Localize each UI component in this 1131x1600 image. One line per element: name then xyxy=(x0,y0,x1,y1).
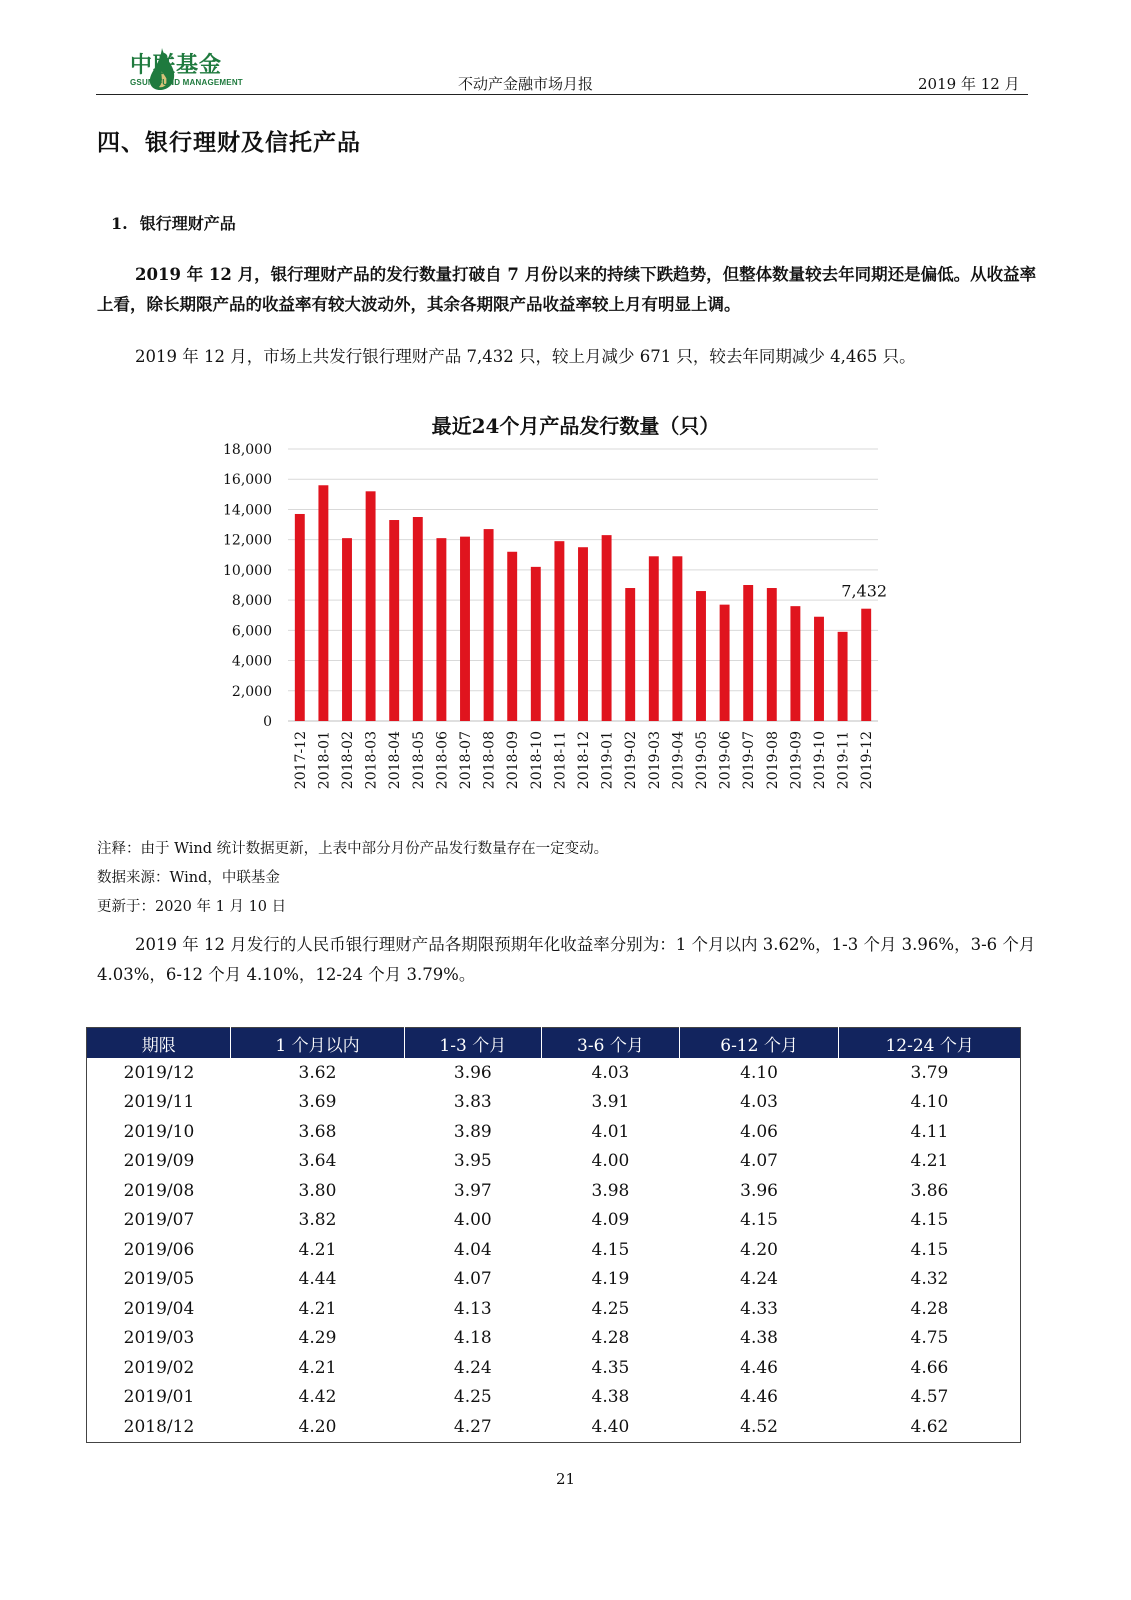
table-cell: 4.19 xyxy=(591,1269,630,1290)
x-tick-label: 2019-07 xyxy=(741,731,758,790)
bar-2018-07 xyxy=(460,537,470,721)
table-header-row xyxy=(87,1028,1021,1059)
table-cell: 4.44 xyxy=(298,1269,337,1290)
subsection-title: 银行理财产品 xyxy=(139,214,236,233)
table-cell: 4.18 xyxy=(453,1328,492,1349)
bar-2018-01 xyxy=(318,485,328,721)
summary-paragraph xyxy=(97,260,1037,320)
y-tick-label: 18,000 xyxy=(223,442,272,458)
table-cell: 3.82 xyxy=(298,1210,337,1231)
table-cell: 4.15 xyxy=(591,1239,630,1260)
table-cell: 4.21 xyxy=(298,1357,337,1378)
bar-2018-02 xyxy=(342,538,352,721)
table-cell: 4.33 xyxy=(740,1298,778,1319)
table-row xyxy=(87,1324,1021,1354)
y-tick-label: 0 xyxy=(263,714,272,730)
bar-2019-07 xyxy=(743,585,753,721)
bar-2018-10 xyxy=(531,567,541,721)
table-row xyxy=(87,1117,1021,1147)
x-tick-label: 2017-12 xyxy=(292,731,309,790)
table-cell: 3.79 xyxy=(910,1062,949,1083)
table-row xyxy=(87,1265,1021,1295)
yield-table-body xyxy=(87,1058,1021,1442)
table-cell: 3.95 xyxy=(453,1151,492,1172)
table-row xyxy=(87,1353,1021,1383)
table-cell: 3.68 xyxy=(298,1121,337,1142)
data-source-note: 数据来源：Wind，中联基金 xyxy=(97,870,280,886)
table-cell: 3.86 xyxy=(910,1180,949,1201)
bar-2018-03 xyxy=(366,491,376,721)
table-cell: 4.09 xyxy=(591,1210,630,1231)
table-cell: 4.46 xyxy=(740,1387,778,1408)
table-column-header: 3-6 个月 xyxy=(542,1028,680,1059)
table-cell: 2019/05 xyxy=(123,1269,195,1290)
table-cell: 4.07 xyxy=(453,1269,492,1290)
table-cell: 3.96 xyxy=(453,1062,492,1083)
bar-2019-11 xyxy=(838,632,848,721)
report-date: 2019 年 12 月 xyxy=(918,75,1020,93)
bar-2019-01 xyxy=(602,535,612,721)
subsection-heading xyxy=(111,211,236,234)
y-tick-label: 4,000 xyxy=(231,653,272,670)
subsection-number: 1. xyxy=(111,214,128,233)
table-cell: 4.29 xyxy=(298,1328,337,1349)
x-tick-label: 2018-12 xyxy=(576,731,592,790)
bar-2019-06 xyxy=(720,605,730,721)
header-divider xyxy=(96,94,1028,95)
table-cell: 4.75 xyxy=(910,1328,949,1349)
table-cell: 4.20 xyxy=(298,1416,337,1437)
chart-title: 最近24个月产品发行数量（只） xyxy=(431,414,720,438)
table-row xyxy=(87,1235,1021,1265)
table-cell: 4.66 xyxy=(910,1357,949,1378)
update-date-note: 更新于：2020 年 1 月 10 日 xyxy=(97,899,287,915)
bar-2018-09 xyxy=(507,552,517,721)
bar-2018-06 xyxy=(436,538,446,721)
table-cell: 4.10 xyxy=(740,1062,778,1083)
table-cell: 3.64 xyxy=(298,1151,337,1172)
table-column-header: 期限 xyxy=(87,1028,231,1059)
table-cell: 4.13 xyxy=(453,1298,492,1319)
table-cell: 3.69 xyxy=(298,1092,337,1113)
x-tick-label: 2018-04 xyxy=(387,731,404,790)
table-cell: 2019/01 xyxy=(123,1387,195,1408)
table-cell: 2019/09 xyxy=(123,1151,195,1172)
table-cell: 4.38 xyxy=(740,1328,778,1349)
bar-2019-03 xyxy=(649,556,659,721)
yield-table xyxy=(86,1027,1021,1443)
y-axis-ticks xyxy=(223,442,272,730)
chart-bars xyxy=(295,485,871,721)
x-tick-label: 2018-05 xyxy=(410,731,427,790)
table-cell: 4.01 xyxy=(591,1121,630,1142)
table-cell: 4.38 xyxy=(591,1387,630,1408)
issuance-paragraph xyxy=(97,342,1037,372)
table-column-header: 1 个月以内 xyxy=(231,1028,404,1059)
report-title: 不动产金融市场月报 xyxy=(458,75,594,93)
table-column-header: 1-3 个月 xyxy=(404,1028,542,1059)
x-tick-label: 2018-10 xyxy=(528,731,545,790)
x-tick-label: 2019-10 xyxy=(812,731,828,790)
table-cell: 4.03 xyxy=(740,1092,778,1113)
y-tick-label: 6,000 xyxy=(231,623,272,640)
table-cell: 4.28 xyxy=(910,1298,949,1319)
x-tick-label: 2019-05 xyxy=(694,731,710,790)
table-row xyxy=(87,1176,1021,1206)
table-row xyxy=(87,1383,1021,1413)
yield-paragraph xyxy=(97,930,1037,990)
section-title: 四、银行理财及信托产品 xyxy=(97,129,361,156)
bar-2018-11 xyxy=(554,541,564,721)
x-tick-label: 2019-03 xyxy=(646,731,663,790)
data-label-2019-12: 7,432 xyxy=(841,581,888,601)
x-tick-label: 2018-09 xyxy=(505,731,522,790)
table-cell: 4.40 xyxy=(591,1416,630,1437)
page-number: 21 xyxy=(555,1470,576,1488)
table-cell: 2019/03 xyxy=(123,1328,195,1349)
table-column-header: 12-24 个月 xyxy=(839,1028,1021,1059)
table-cell: 2019/04 xyxy=(123,1298,195,1319)
table-row xyxy=(87,1147,1021,1177)
table-cell: 4.04 xyxy=(453,1239,492,1260)
x-tick-label: 2019-04 xyxy=(670,731,687,790)
x-tick-label: 2018-11 xyxy=(552,731,569,790)
table-cell: 4.20 xyxy=(740,1239,778,1260)
x-tick-label: 2018-02 xyxy=(340,731,356,790)
table-row xyxy=(87,1088,1021,1118)
table-cell: 4.15 xyxy=(910,1210,949,1231)
table-cell: 2019/10 xyxy=(123,1121,195,1142)
x-tick-label: 2018-06 xyxy=(434,731,451,790)
bar-2019-05 xyxy=(696,591,706,721)
x-tick-label: 2018-08 xyxy=(481,731,498,790)
table-row xyxy=(87,1206,1021,1236)
table-cell: 4.15 xyxy=(740,1210,778,1231)
logo-chinese-text: 中联基金 xyxy=(130,53,223,78)
table-cell: 4.06 xyxy=(740,1121,778,1142)
y-tick-label: 12,000 xyxy=(223,532,272,549)
table-row xyxy=(87,1058,1021,1088)
x-tick-label: 2018-03 xyxy=(363,731,380,790)
x-tick-label: 2019-01 xyxy=(599,731,616,790)
x-tick-label: 2018-01 xyxy=(316,731,333,790)
table-cell: 2018/12 xyxy=(123,1416,195,1437)
table-cell: 2019/12 xyxy=(123,1062,195,1083)
table-cell: 4.21 xyxy=(298,1239,337,1260)
y-tick-label: 16,000 xyxy=(223,472,272,489)
table-cell: 4.11 xyxy=(910,1121,949,1142)
table-cell: 4.10 xyxy=(910,1092,949,1113)
x-tick-label: 2019-12 xyxy=(859,731,876,790)
table-cell: 3.62 xyxy=(298,1062,337,1083)
table-cell: 4.28 xyxy=(591,1328,630,1349)
y-tick-label: 8,000 xyxy=(231,593,272,610)
x-tick-label: 2019-02 xyxy=(623,731,640,790)
y-tick-label: 2,000 xyxy=(231,683,272,700)
table-cell: 4.25 xyxy=(453,1387,492,1408)
bar-2018-04 xyxy=(389,520,399,721)
table-cell: 3.98 xyxy=(591,1180,630,1201)
table-row xyxy=(87,1294,1021,1324)
table-cell: 3.80 xyxy=(298,1180,337,1201)
table-cell: 4.21 xyxy=(910,1151,949,1172)
chart-annotations xyxy=(841,582,887,601)
y-tick-label: 14,000 xyxy=(223,502,272,519)
x-tick-label: 2019-09 xyxy=(788,731,805,790)
yield-text: 2019 年 12 月发行的人民币银行理财产品各期限预期年化收益率分别为：1 个月以内 3.62%，1-3 个月 3.96%，3-6 个月 4.03%，6-12 个月 4.10%，12-24 个月 3.79%。 xyxy=(97,935,1036,984)
bar-2019-04 xyxy=(672,556,682,721)
table-cell: 4.32 xyxy=(910,1269,949,1290)
table-cell: 2019/07 xyxy=(123,1210,195,1231)
table-cell: 2019/11 xyxy=(123,1092,195,1113)
issuance-text: 2019 年 12 月，市场上共发行银行理财产品 7,432 只，较上月减少 671 只，较去年同期减少 4,465 只。 xyxy=(135,347,916,366)
table-cell: 3.89 xyxy=(453,1121,492,1142)
bar-2019-02 xyxy=(625,588,635,721)
table-cell: 4.07 xyxy=(740,1151,778,1172)
bar-2019-10 xyxy=(814,617,824,721)
table-cell: 2019/02 xyxy=(123,1357,195,1378)
bar-2019-08 xyxy=(767,588,777,721)
bar-2017-12 xyxy=(295,514,305,721)
table-cell: 4.62 xyxy=(910,1416,949,1437)
bar-2018-12 xyxy=(578,547,588,721)
table-cell: 2019/08 xyxy=(123,1180,195,1201)
yield-table-header xyxy=(87,1028,1021,1059)
x-axis-ticks xyxy=(293,731,875,789)
table-cell: 3.91 xyxy=(591,1092,630,1113)
table-cell: 4.27 xyxy=(453,1416,492,1437)
table-cell: 3.83 xyxy=(453,1092,492,1113)
table-cell: 3.96 xyxy=(740,1180,778,1201)
table-cell: 4.03 xyxy=(591,1062,630,1083)
table-cell: 4.35 xyxy=(591,1357,630,1378)
bar-2019-12 xyxy=(861,609,871,721)
table-cell: 2019/06 xyxy=(123,1239,195,1260)
logo-english-text: GSUM FUND MANAGEMENT xyxy=(130,78,243,87)
table-cell: 4.42 xyxy=(298,1387,337,1408)
table-cell: 4.21 xyxy=(298,1298,337,1319)
table-cell: 4.24 xyxy=(740,1269,778,1290)
x-tick-label: 2019-08 xyxy=(764,731,781,790)
table-cell: 4.25 xyxy=(591,1298,630,1319)
summary-text: 2019 年 12 月，银行理财产品的发行数量打破自 7 月份以来的持续下跌趋势，但整体数量较去年同期还是偏低。从收益率上看，除长期限产品的收益率有较大波动外，其余各期限产品收益率较上月有明显上调。 xyxy=(97,265,1037,314)
table-cell: 4.57 xyxy=(910,1387,949,1408)
table-cell: 3.97 xyxy=(453,1180,492,1201)
table-cell: 4.52 xyxy=(740,1416,778,1437)
y-tick-label: 10,000 xyxy=(223,562,272,579)
table-cell: 4.00 xyxy=(453,1210,492,1231)
issuance-bar-chart xyxy=(210,440,910,800)
table-cell: 4.00 xyxy=(591,1151,630,1172)
x-tick-label: 2019-06 xyxy=(717,731,734,790)
x-tick-label: 2019-11 xyxy=(835,731,852,790)
table-cell: 4.24 xyxy=(453,1357,492,1378)
table-cell: 4.15 xyxy=(910,1239,949,1260)
bar-2018-08 xyxy=(484,529,494,721)
x-tick-label: 2018-07 xyxy=(458,731,474,790)
bar-2019-09 xyxy=(790,606,800,721)
bar-2018-05 xyxy=(413,517,423,721)
table-column-header: 6-12 个月 xyxy=(679,1028,839,1059)
chart-note: 注释：由于 Wind 统计数据更新，上表中部分月份产品发行数量存在一定变动。 xyxy=(97,841,609,857)
table-cell: 4.46 xyxy=(740,1357,778,1378)
table-row xyxy=(87,1412,1021,1442)
